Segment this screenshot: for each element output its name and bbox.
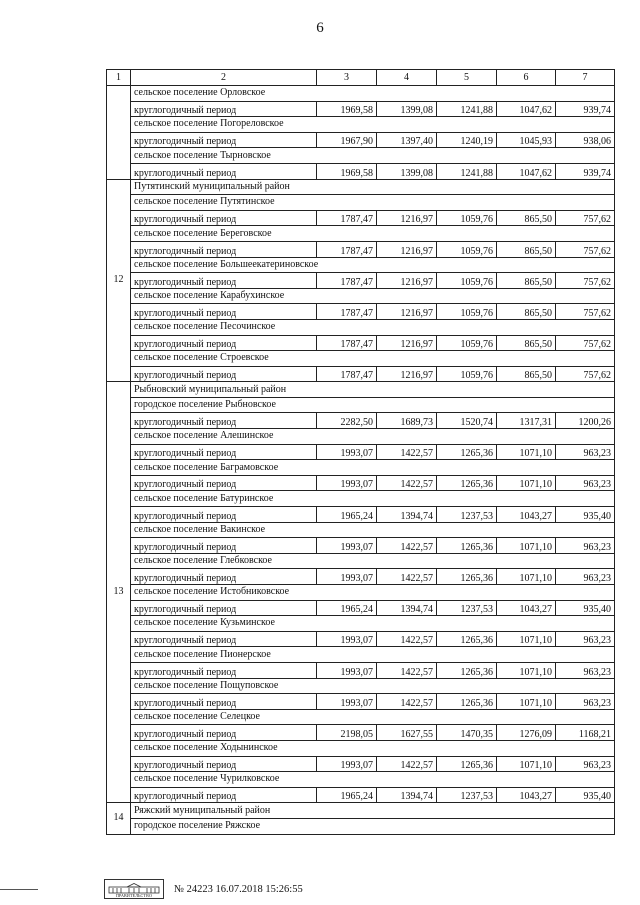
tariff-value: 1059,76	[437, 335, 497, 351]
settlement-row	[107, 117, 615, 133]
tariff-value: 1043,27	[497, 507, 556, 523]
tariff-row	[107, 163, 615, 179]
tariff-value: 963,23	[556, 444, 615, 460]
tariff-value: 1993,07	[317, 538, 377, 554]
tariff-value: 1967,90	[317, 132, 377, 148]
district-row	[107, 382, 615, 398]
tariff-row	[107, 132, 615, 148]
tariff-value: 1787,47	[317, 335, 377, 351]
tariff-value: 1071,10	[497, 475, 556, 491]
tariff-row	[107, 694, 615, 710]
settlement-name: сельское поселение Вакинское	[131, 522, 615, 538]
period-label: круглогодичный период	[131, 725, 317, 741]
tariff-value: 1993,07	[317, 569, 377, 585]
tariff-value: 865,50	[497, 273, 556, 289]
tariff-value: 1397,40	[377, 132, 437, 148]
tariff-value: 1965,24	[317, 600, 377, 616]
tariff-value: 1422,57	[377, 694, 437, 710]
tariff-value: 1216,97	[377, 366, 437, 382]
tariff-row	[107, 787, 615, 803]
tariff-value: 757,62	[556, 210, 615, 226]
tariff-value: 1422,57	[377, 538, 437, 554]
tariff-row	[107, 662, 615, 678]
tariff-value: 1276,09	[497, 725, 556, 741]
tariff-value: 963,23	[556, 756, 615, 772]
period-label: круглогодичный период	[131, 507, 317, 523]
tariff-value: 1993,07	[317, 756, 377, 772]
district-name: Ряжский муниципальный район	[131, 803, 615, 819]
tariff-value: 2282,50	[317, 413, 377, 429]
tariff-value: 1422,57	[377, 756, 437, 772]
tariff-value: 1993,07	[317, 631, 377, 647]
tariff-value: 1422,57	[377, 569, 437, 585]
row-index: 12	[107, 179, 131, 382]
period-label: круглогодичный период	[131, 304, 317, 320]
tariff-value: 1993,07	[317, 694, 377, 710]
settlement-row	[107, 319, 615, 335]
tariff-value: 1422,57	[377, 662, 437, 678]
tariff-value: 757,62	[556, 366, 615, 382]
tariff-value: 1265,36	[437, 444, 497, 460]
tariff-value: 963,23	[556, 694, 615, 710]
tariff-row	[107, 538, 615, 554]
period-label: круглогодичный период	[131, 662, 317, 678]
tariff-value: 935,40	[556, 787, 615, 803]
period-label: круглогодичный период	[131, 366, 317, 382]
tariff-value: 1265,36	[437, 631, 497, 647]
settlement-row	[107, 86, 615, 102]
period-label: круглогодичный период	[131, 163, 317, 179]
district-row	[107, 179, 615, 195]
settlement-row	[107, 288, 615, 304]
tariff-value: 757,62	[556, 335, 615, 351]
tariff-value: 1059,76	[437, 273, 497, 289]
tariff-value: 1047,62	[497, 101, 556, 117]
tariff-row	[107, 101, 615, 117]
tariff-value: 1317,31	[497, 413, 556, 429]
settlement-row	[107, 553, 615, 569]
tariff-value: 1237,53	[437, 507, 497, 523]
tariff-value: 1216,97	[377, 304, 437, 320]
settlement-row	[107, 460, 615, 476]
settlement-row	[107, 647, 615, 663]
footer-divider	[0, 889, 38, 890]
tariff-row	[107, 569, 615, 585]
settlement-row	[107, 585, 615, 601]
district-row	[107, 803, 615, 819]
tariff-row	[107, 304, 615, 320]
tariff-row	[107, 444, 615, 460]
tariff-value: 865,50	[497, 335, 556, 351]
settlement-name: сельское поселение Карабухинское	[131, 288, 615, 304]
settlement-name: сельское поселение Баграмовское	[131, 460, 615, 476]
tariff-value: 865,50	[497, 366, 556, 382]
tariff-value: 1237,53	[437, 787, 497, 803]
tariff-value: 1969,58	[317, 163, 377, 179]
tariff-value: 1200,26	[556, 413, 615, 429]
settlement-row	[107, 491, 615, 507]
settlement-name: сельское поселение Путятинское	[131, 195, 615, 211]
stamp-caption: ПРАВИТЕЛЬСТВО	[115, 893, 153, 898]
settlement-row	[107, 351, 615, 367]
tariff-value: 1059,76	[437, 210, 497, 226]
tariff-value: 1265,36	[437, 662, 497, 678]
tariff-value: 1394,74	[377, 600, 437, 616]
tariff-value: 939,74	[556, 163, 615, 179]
tariff-value: 1265,36	[437, 538, 497, 554]
column-number: 6	[497, 70, 556, 86]
tariff-value: 865,50	[497, 304, 556, 320]
settlement-row	[107, 740, 615, 756]
period-label: круглогодичный период	[131, 631, 317, 647]
tariff-value: 1965,24	[317, 787, 377, 803]
tariff-value: 1969,58	[317, 101, 377, 117]
settlement-row	[107, 429, 615, 445]
tariff-value: 865,50	[497, 241, 556, 257]
tariff-row	[107, 725, 615, 741]
tariff-value: 1216,97	[377, 241, 437, 257]
tariff-value: 1216,97	[377, 335, 437, 351]
settlement-name: сельское поселение Пощуповское	[131, 678, 615, 694]
column-number: 4	[377, 70, 437, 86]
tariff-value: 963,23	[556, 475, 615, 491]
tariff-value: 1059,76	[437, 366, 497, 382]
tariff-value: 1422,57	[377, 631, 437, 647]
tariff-value: 1071,10	[497, 662, 556, 678]
settlement-row	[107, 818, 615, 834]
tariff-table-body	[107, 70, 615, 835]
tariff-value: 938,06	[556, 132, 615, 148]
column-number: 3	[317, 70, 377, 86]
tariff-value: 1520,74	[437, 413, 497, 429]
tariff-value: 935,40	[556, 600, 615, 616]
tariff-row	[107, 475, 615, 491]
tariff-value: 1787,47	[317, 241, 377, 257]
settlement-name: сельское поселение Строевское	[131, 351, 615, 367]
column-number: 2	[131, 70, 317, 86]
period-label: круглогодичный период	[131, 335, 317, 351]
tariff-value: 1965,24	[317, 507, 377, 523]
settlement-row	[107, 226, 615, 242]
period-label: круглогодичный период	[131, 600, 317, 616]
tariff-value: 1045,93	[497, 132, 556, 148]
settlement-row	[107, 709, 615, 725]
tariff-row	[107, 507, 615, 523]
column-number: 7	[556, 70, 615, 86]
tariff-row	[107, 273, 615, 289]
tariff-row	[107, 756, 615, 772]
tariff-value: 1787,47	[317, 304, 377, 320]
settlement-name: сельское поселение Алешинское	[131, 429, 615, 445]
tariff-value: 1071,10	[497, 538, 556, 554]
tariff-value: 1216,97	[377, 210, 437, 226]
row-index: 13	[107, 382, 131, 803]
tariff-value: 1059,76	[437, 304, 497, 320]
tariff-value: 1627,55	[377, 725, 437, 741]
document-registration-info: № 24223 16.07.2018 15:26:55	[174, 883, 303, 895]
settlement-name: сельское поселение Ходынинское	[131, 740, 615, 756]
period-label: круглогодичный период	[131, 694, 317, 710]
tariff-value: 1240,19	[437, 132, 497, 148]
tariff-value: 963,23	[556, 631, 615, 647]
tariff-value: 1237,53	[437, 600, 497, 616]
settlement-name: сельское поселение Глебковское	[131, 553, 615, 569]
tariff-value: 1043,27	[497, 600, 556, 616]
tariff-value: 1787,47	[317, 366, 377, 382]
tariff-value: 1071,10	[497, 444, 556, 460]
tariff-value: 1216,97	[377, 273, 437, 289]
tariff-row	[107, 241, 615, 257]
tariff-value: 935,40	[556, 507, 615, 523]
settlement-name: городское поселение Ряжское	[131, 818, 615, 834]
tariff-value: 2198,05	[317, 725, 377, 741]
settlement-name: городское поселение Рыбновское	[131, 397, 615, 413]
tariff-value: 1394,74	[377, 787, 437, 803]
tariff-value: 757,62	[556, 241, 615, 257]
district-name: Рыбновский муниципальный район	[131, 382, 615, 398]
settlement-row	[107, 678, 615, 694]
tariff-value: 963,23	[556, 538, 615, 554]
column-number: 1	[107, 70, 131, 86]
settlement-name: сельское поселение Селецкое	[131, 709, 615, 725]
settlement-row	[107, 616, 615, 632]
settlement-name: сельское поселение Кузьминское	[131, 616, 615, 632]
tariff-value: 1993,07	[317, 444, 377, 460]
tariff-value: 1241,88	[437, 101, 497, 117]
tariff-value: 1071,10	[497, 756, 556, 772]
period-label: круглогодичный период	[131, 475, 317, 491]
tariff-value: 1071,10	[497, 569, 556, 585]
period-label: круглогодичный период	[131, 241, 317, 257]
row-index: 14	[107, 803, 131, 834]
tariff-value: 1047,62	[497, 163, 556, 179]
settlement-name: сельское поселение Большеекатериновское	[131, 257, 615, 273]
tariff-row	[107, 366, 615, 382]
settlement-name: сельское поселение Погореловское	[131, 117, 615, 133]
government-building-stamp	[104, 879, 164, 899]
settlement-name: сельское поселение Чурилковское	[131, 772, 615, 788]
period-label: круглогодичный период	[131, 101, 317, 117]
tariff-value: 1059,76	[437, 241, 497, 257]
period-label: круглогодичный период	[131, 756, 317, 772]
settlement-name: сельское поселение Орловское	[131, 86, 615, 102]
tariff-value: 963,23	[556, 569, 615, 585]
tariff-value: 1265,36	[437, 475, 497, 491]
page-number: 6	[316, 20, 324, 36]
settlement-name: сельское поселение Пионерское	[131, 647, 615, 663]
settlement-name: сельское поселение Истобниковское	[131, 585, 615, 601]
settlement-row	[107, 522, 615, 538]
district-name: Путятинский муниципальный район	[131, 179, 615, 195]
settlement-row	[107, 195, 615, 211]
tariff-value: 1993,07	[317, 662, 377, 678]
settlement-name: сельское поселение Тырновское	[131, 148, 615, 164]
tariff-row	[107, 413, 615, 429]
tariff-value: 1422,57	[377, 444, 437, 460]
tariff-row	[107, 335, 615, 351]
settlement-name: сельское поселение Песочинское	[131, 319, 615, 335]
tariff-value: 1787,47	[317, 210, 377, 226]
settlement-name: сельское поселение Батуринское	[131, 491, 615, 507]
column-number-row	[107, 70, 615, 86]
settlement-row	[107, 397, 615, 413]
settlement-row	[107, 148, 615, 164]
period-label: круглогодичный период	[131, 538, 317, 554]
tariff-value: 1399,08	[377, 163, 437, 179]
tariff-value: 939,74	[556, 101, 615, 117]
document-footer	[104, 879, 303, 899]
tariff-value: 1168,21	[556, 725, 615, 741]
period-label: круглогодичный период	[131, 273, 317, 289]
tariff-value: 1993,07	[317, 475, 377, 491]
tariff-value: 1265,36	[437, 756, 497, 772]
tariff-value: 757,62	[556, 273, 615, 289]
tariff-row	[107, 631, 615, 647]
tariff-value: 963,23	[556, 662, 615, 678]
settlement-row	[107, 257, 615, 273]
tariff-value: 1399,08	[377, 101, 437, 117]
tariff-row	[107, 210, 615, 226]
tariff-value: 1470,35	[437, 725, 497, 741]
tariff-value: 1071,10	[497, 694, 556, 710]
tariff-value: 1043,27	[497, 787, 556, 803]
tariff-value: 1265,36	[437, 569, 497, 585]
period-label: круглогодичный период	[131, 569, 317, 585]
period-label: круглогодичный период	[131, 132, 317, 148]
tariff-table	[106, 69, 615, 835]
row-index	[107, 86, 131, 180]
period-label: круглогодичный период	[131, 210, 317, 226]
tariff-value: 1422,57	[377, 475, 437, 491]
tariff-row	[107, 600, 615, 616]
tariff-value: 865,50	[497, 210, 556, 226]
tariff-value: 1071,10	[497, 631, 556, 647]
settlement-row	[107, 772, 615, 788]
period-label: круглогодичный период	[131, 444, 317, 460]
tariff-value: 1787,47	[317, 273, 377, 289]
tariff-value: 1689,73	[377, 413, 437, 429]
period-label: круглогодичный период	[131, 413, 317, 429]
period-label: круглогодичный период	[131, 787, 317, 803]
tariff-value: 1241,88	[437, 163, 497, 179]
settlement-name: сельское поселение Береговское	[131, 226, 615, 242]
tariff-value: 1394,74	[377, 507, 437, 523]
tariff-value: 757,62	[556, 304, 615, 320]
column-number: 5	[437, 70, 497, 86]
tariff-value: 1265,36	[437, 694, 497, 710]
